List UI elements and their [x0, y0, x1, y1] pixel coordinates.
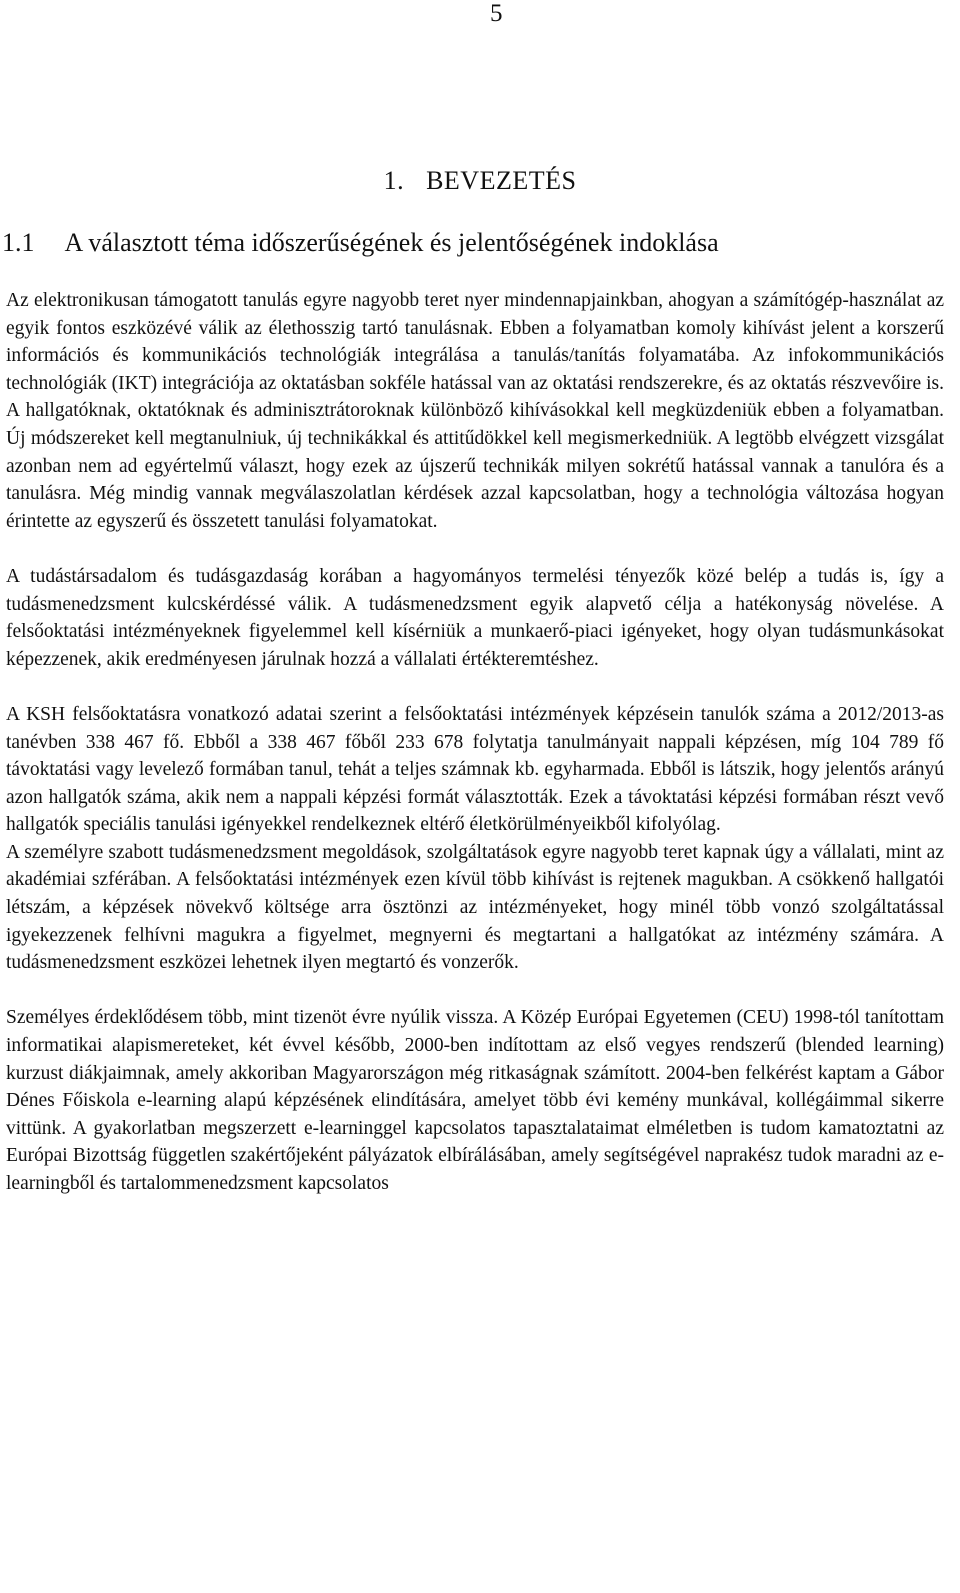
chapter-title: BEVEZETÉS [426, 166, 577, 195]
paragraph: A személyre szabott tudásmenedzsment megoldások, szolgáltatások egyre nagyobb teret kapnak úgy a vállalati, mint az akadémiai szférában. A felsőoktatási intézmények ezen kívül több kihívást is rejtenek magukban. A csökkenő hallgatói létszám, a képzések növekvő költsége arra ösztönzi az intézményeket, hogy minél több vonzó szolgáltatással igyekezzenek felhívni magukra a figyelmet, megnyerni és megtartani a hallgatókat az intézmény számára. A tudásmenedzsment eszközei lehetnek ilyen megtartó és vonzerők. [6, 841, 944, 974]
section-number: 1.1 [2, 228, 35, 257]
paragraph: Az elektronikusan támogatott tanulás egyre nagyobb teret nyer mindennapjainkban, ahogyan a számítógép-használat az egyik fontos eszközévé válik az élethosszig tartó tanulásnak. Ebben a folyamatban komoly kihívást jelent a korszerű információs és kommunikációs technológiák integrálása a tanulás/tanítás folyamatába. Az infokommunikációs technológiák (IKT) integrációja az oktatásban sokféle hatással van az oktatási rendszerekre, és az oktatás részvevőire is. A hallgatóknak, oktatóknak és adminisztrátoroknak különböző kihívásokkal kell megküzdeniük ebben a folyamatban. Új módszereket kell megtanulniuk, új technikákkal és attitűdökkel kell megismerkedniük. A legtöbb elvégzett vizsgálat azonban nem ad egyértelmű választ, hogy ezek az újszerű technikák milyen sokrétű hatással vannak a tanulóra és a tanulásra. Még mindig vannak megválaszolatlan kérdések azzal kapcsolatban, hogy a technológia változása hogyan érintette az egyszerű és összetett tanulási folyamatokat. [6, 290, 944, 532]
chapter-heading [0, 166, 960, 196]
paragraph: A KSH felsőoktatásra vonatkozó adatai szerint a felsőoktatási intézmények képzésein tanulók száma a 2012/2013-as tanévben 338 467 fő. Ebből a 338 467 főből 233 678 folytatja tanulmányait nappali képzésen, míg 104 789 fő távoktatási vagy levelező formában tanul, tehát a teljes számnak kb. egyharmada. Ebből is látszik, hogy jelentős arányú azon hallgatók száma, akik nem a nappali képzési formát választották. Ezek a távoktatási képzési formában részt vevő hallgatók speciális tanulási igényekkel rendelkeznek eltérő életkörülményeikből kifolyólag. [6, 703, 944, 836]
section-title: A választott téma időszerűségének és jelentőségének indoklása [64, 228, 719, 257]
section-heading [2, 228, 719, 258]
chapter-number: 1. [383, 166, 405, 195]
paragraph: A tudástársadalom és tudásgazdaság korában a hagyományos termelési tényezők közé belép a tudás is, így a tudásmenedzsment kulcskérdéssé válik. A tudásmenedzsment egyik alapvető célja a hatékonyság növelése. A felsőoktatási intézményeknek figyelemmel kell kísérniük a munkaerő-piaci igényeket, hogy olyan tudásmunkásokat képezzenek, akik eredményesen járulnak hozzá a vállalati értékteremtéshez. [6, 565, 944, 670]
paragraph: Személyes érdeklődésem több, mint tizenöt évre nyúlik vissza. A Közép Európai Egyetemen (CEU) 1998-tól tanítottam informatikai alapismereteket, két évvel később, 2000-ben indítottam az első vegyes rendszerű (blended learning) kurzust diákjaimnak, amely akkoriban Magyarországon még ritkaságnak számított. 2004-ben felkérést kaptam a Gábor Dénes Főiskola e-learning alapú képzésének elindítására, amelyet több évi kemény munkával, kollégáimmal sikerre vittünk. A gyakorlatban megszerzett e-learninggel kapcsolatos tapasztalataimat elméletben is tudom kamatoztatni az Európai Bizottság független szakértőjeként pályázatok elbírálásában, amely segítségével naprakész tudok maradni az e-learningből és tartalommenedzsment kapcsolatos [6, 1007, 944, 1194]
body-text [6, 287, 944, 1198]
page-number: 5 [490, 0, 503, 27]
